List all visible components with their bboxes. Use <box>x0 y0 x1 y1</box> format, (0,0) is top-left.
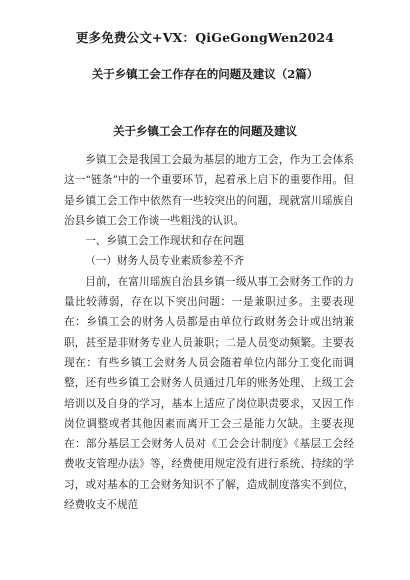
promo-line: 更多免费公文+VX：QiGeGongWen2024 <box>75 30 335 45</box>
intro-paragraph: 乡镇工会是我国工会最为基层的地方工会，作为工会体系这一“链条”中的一个重要环节，起着承上启下的重要作用。但是乡镇工会工作中依然有一些较突出的问题，现就富川瑶族自治县乡镇工会工作谈一些粗浅的认识。 <box>64 154 354 227</box>
document-title: 关于乡镇工会工作存在的问题及建议（2篇） <box>91 67 319 81</box>
heading-current-situation: 一、乡镇工会工作现状和存在问题 <box>85 235 245 248</box>
section-title: 关于乡镇工会工作存在的问题及建议 <box>113 124 297 138</box>
body-text <box>64 150 354 515</box>
finance-staff-paragraph: 目前，在富川瑶族自治县乡镇一级从事工会财务工作的力量比较薄弱，存在以下突出问题：一是兼职过多。主要表现在：乡镇工会的财务人员都是由单位行政财务会计或出纳兼职，甚至是非财务专业人员兼职；二是人员变动频繁。主要表现在：有些乡镇工会财务人员会随着单位内部分工变化而调整，还有些乡镇工会财务人员通过几年的账务处理、上级工会培训以及自身的学习，基本上适应了岗位职责要求，又因工作岗位调整或者其他因素而离开工会三是能力欠缺。主要表现在：部分基层工会财务人员对《工会会计制度》《基层工会经费收支管理办法》等，经费使用规定没有进行系统、持续的学习，或对基本的工会财务知识不了解，造成制度落实不到位，经费收支不规范 <box>64 275 354 512</box>
subheading-finance-staff: （一）财务人员专业素质参差不齐 <box>85 255 245 268</box>
